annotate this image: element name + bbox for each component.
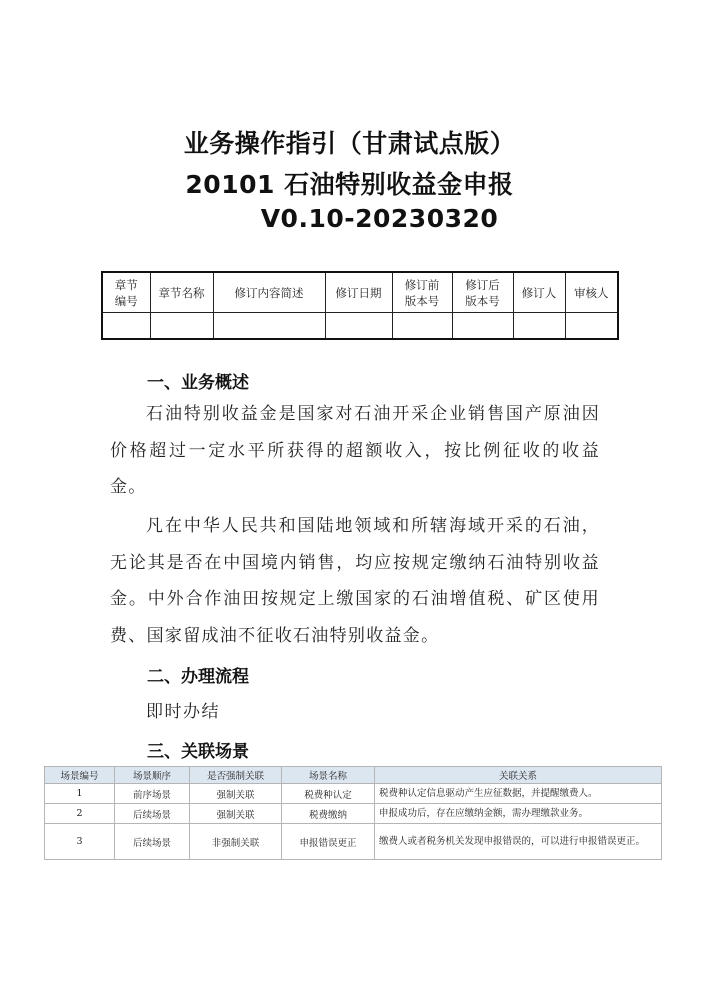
revision-cell <box>565 313 618 340</box>
table-row <box>45 804 662 824</box>
table-row <box>45 824 662 860</box>
revision-header-row <box>102 272 618 313</box>
revision-cell <box>150 313 213 340</box>
revision-row <box>102 313 618 340</box>
document-title: 业务操作指引（甘肃试点版） <box>183 129 516 158</box>
table-row <box>45 784 662 804</box>
scene-relation: 缴费人或者税务机关发现申报错误的，可以进行申报错误更正。 <box>375 824 662 860</box>
scene-name: 税费种认定 <box>282 784 375 804</box>
scene-relation: 税费种认定信息驱动产生应征数据，并提醒缴费人。 <box>375 784 662 804</box>
scene-header-cell: 场景顺序 <box>115 767 190 784</box>
revision-header-cell: 章节名称 <box>150 272 213 313</box>
revision-cell <box>452 313 513 340</box>
process-text: 即时办结 <box>146 702 220 722</box>
section-heading-process: 二、办理流程 <box>147 667 249 687</box>
revision-table <box>101 271 619 340</box>
scene-header-cell: 场景名称 <box>282 767 375 784</box>
scene-number: 2 <box>45 804 115 824</box>
scene-number: 1 <box>45 784 115 804</box>
scene-mandatory: 强制关联 <box>190 804 282 824</box>
document-version: V0.10-20230320 <box>260 204 499 233</box>
scene-name: 税费缴纳 <box>282 804 375 824</box>
scene-header-cell: 是否强制关联 <box>190 767 282 784</box>
revision-header-cell: 章节 编号 <box>102 272 150 313</box>
revision-header-cell: 修订人 <box>513 272 565 313</box>
scene-mandatory: 强制关联 <box>190 784 282 804</box>
section-heading-related: 三、关联场景 <box>147 742 249 762</box>
scene-number: 3 <box>45 824 115 860</box>
scene-header-cell: 场景编号 <box>45 767 115 784</box>
scene-mandatory: 非强制关联 <box>190 824 282 860</box>
revision-header-cell: 审核人 <box>565 272 618 313</box>
revision-cell <box>392 313 452 340</box>
revision-header-cell: 修订日期 <box>325 272 392 313</box>
scene-relation: 申报成功后，存在应缴纳金额，需办理缴款业务。 <box>375 804 662 824</box>
scene-order: 后续场景 <box>115 804 190 824</box>
revision-cell <box>102 313 150 340</box>
revision-cell <box>513 313 565 340</box>
revision-header-cell: 修订内容简述 <box>213 272 325 313</box>
scene-header-cell: 关联关系 <box>375 767 662 784</box>
scene-header-row <box>45 767 662 784</box>
scene-order: 后续场景 <box>115 824 190 860</box>
document-subtitle: 20101 石油特别收益金申报 <box>185 170 514 199</box>
section-heading-overview: 一、业务概述 <box>147 373 249 393</box>
scene-name: 申报错误更正 <box>282 824 375 860</box>
overview-paragraph: 石油特别收益金是国家对石油开采企业销售国产原油因价格超过一定水平所获得的超额收入，按比例征收的收益金。 <box>110 404 600 497</box>
revision-header-cell: 修订后 版本号 <box>452 272 513 313</box>
revision-header-cell: 修订前 版本号 <box>392 272 452 313</box>
revision-cell <box>213 313 325 340</box>
scene-order: 前序场景 <box>115 784 190 804</box>
revision-cell <box>325 313 392 340</box>
overview-paragraph: 凡在中华人民共和国陆地领域和所辖海域开采的石油，无论其是否在中国境内销售，均应按规定缴纳石油特别收益金。中外合作油田按规定上缴国家的石油增值税、矿区使用费、国家留成油不征收石油特别收益金。 <box>110 516 600 646</box>
related-scenes-table <box>44 766 662 860</box>
